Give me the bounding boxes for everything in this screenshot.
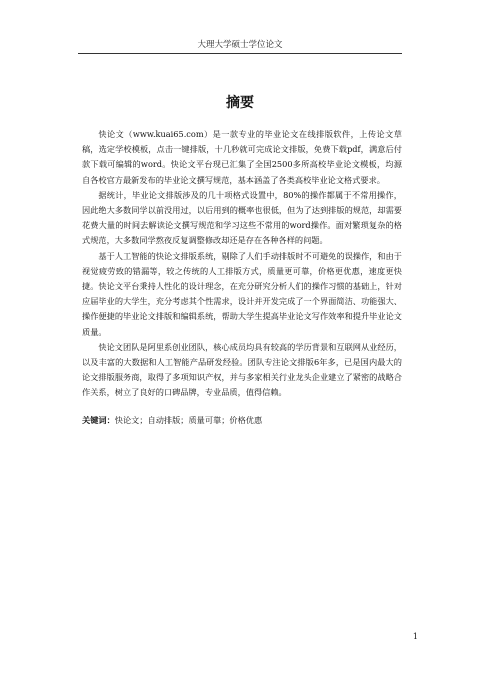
abstract-title: 摘要 [226,95,254,111]
paragraph: 据统计，毕业论文排版涉及的几十项格式设置中，80%的操作都属于不常用操作，因此绝大多数同学以前没用过，以后用到的概率也很低，但为了达到排版的规范，却需要花费大量的时间去解读论文撰写规范和学习这些不常用的word操作。面对繁琐复杂的格式规范，大多数同学熬夜反复调整修改却还是存在各种各样的问题。 [82,189,402,246]
keywords-text: 快论文；自动排版；质量可靠；价格优惠 [114,414,263,425]
abstract-body [82,127,402,428]
header-rule [78,53,402,54]
paragraph: 快论文（www.kuai65.com）是一款专业的毕业论文在线排版软件，上传论文草稿，选定学校模板，点击一键排版，十几秒就可完成论文排版，免费下载pdf，满意后付款下载可编辑的word。快论文平台现已汇集了全国2500多所高校毕业论文模板，均源自各校官方最新发布的毕业论文撰写规范，基本涵盖了各类高校毕业论文格式要求。 [82,129,402,185]
paragraph: 基于人工智能的快论文排版系统，剔除了人们手动排版时不可避免的误操作，和由于视觉疲劳致的错漏等，较之传统的人工排版方式，质量更可靠，价格更优惠，速度更快捷。快论文平台秉持人性化的设计理念，在充分研究分析人们的操作习惯的基础上，针对应届毕业的大学生，充分考虑其个性需求，设计并开发完成了一个界面简洁、功能强大、操作便捷的毕业论文排版和编辑系统，帮助大学生提高毕业论文写作效率和提升毕业论文质量。 [82,250,402,337]
keywords-label: 关键词： [82,414,115,425]
page-number: 1 [412,632,418,641]
keywords-line [82,413,402,428]
paragraph: 快论文团队是阿里系创业团队，核心成员均具有较高的学历背景和互联网从业经历，以及丰富的大数据和人工智能产品研发经验。团队专注论文排版6年多，已是国内最大的论文排版服务商，取得了多项知识产权，并与多家相关行业龙头企业建立了紧密的战略合作关系，树立了良好的口碑品牌，专业品质，值得信赖。 [82,341,402,398]
running-header: 大理大学硕士学位论文 [197,40,283,50]
